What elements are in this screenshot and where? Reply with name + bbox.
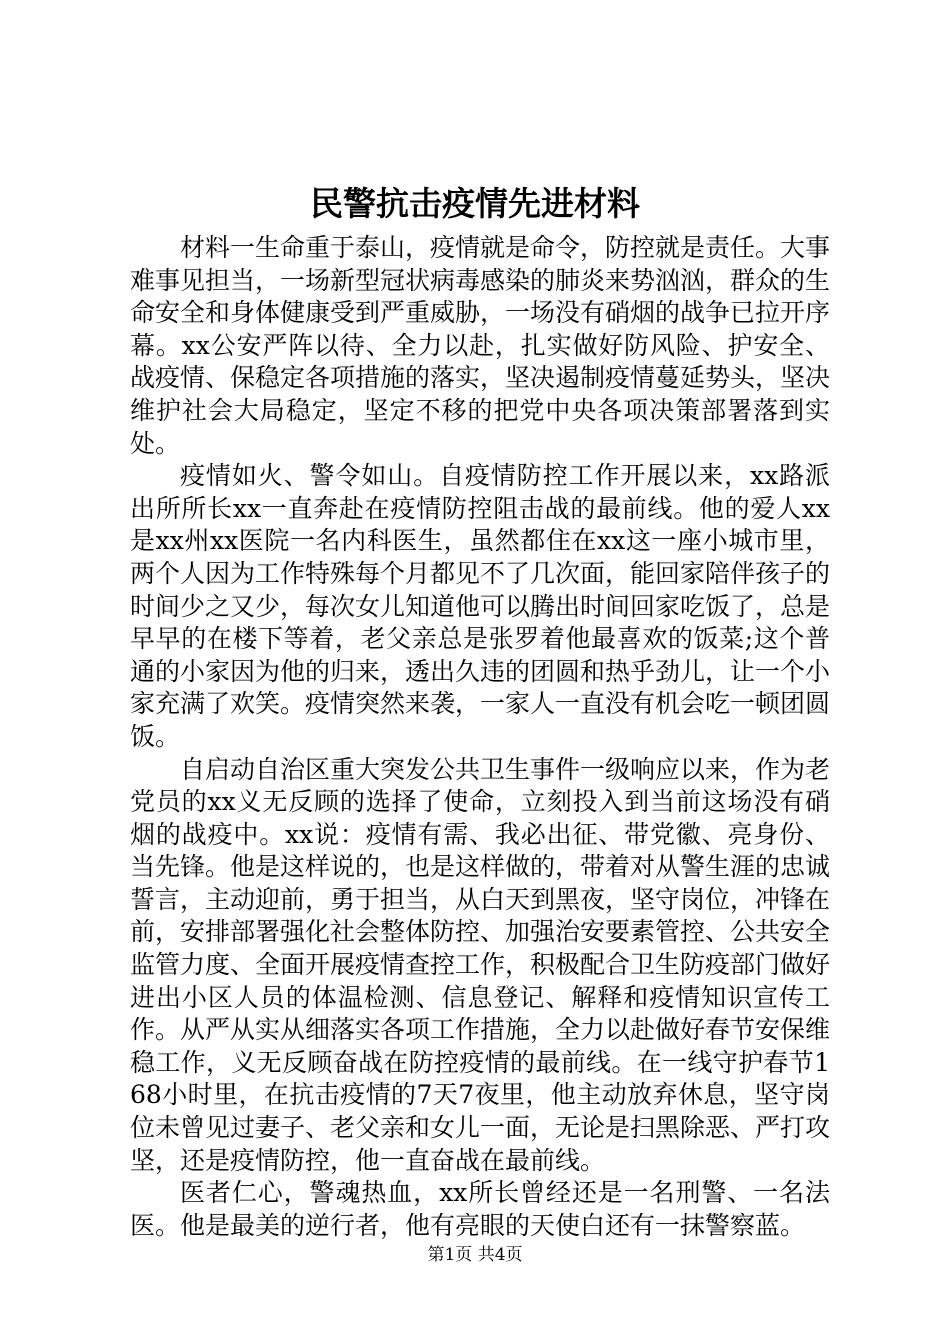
paragraph-2: 疫情如火、警令如山。自疫情防控工作开展以来，xx路派出所所长xx一直奔赴在疫情防控阻击战的最前线。他的爱人xx是xx州xx医院一名内科医生，虽然都住在xx这一座小城市里，两个人因为工作特殊每个月都见不了几次面，能回家陪伴孩子的时间少之又少，每次女儿知道他可以腾出时间回家吃饭了，总是早早的在楼下等着，老父亲总是张罗着他最喜欢的饭菜;这个普通的小家因为他的归来，透出久违的团圆和热乎劲儿，让一个小家充满了欢笑。疫情突然来袭，一家人一直没有机会吃一顿团圆饭。 [130, 461, 831, 751]
paragraph-4: 医者仁心，警魂热血，xx所长曾经还是一名刑警、一名法医。他是最美的逆行者，他有亮眼的天使白还有一抹警察蓝。 [130, 1178, 830, 1240]
document-body [130, 232, 830, 1242]
paragraph-1: 材料一生命重于泰山，疫情就是命令，防控就是责任。大事难事见担当，一场新型冠状病毒感染的肺炎来势汹汹，群众的生命安全和身体健康受到严重威胁，一场没有硝烟的战争已拉开序幕。xx公安严阵以待、全力以赴，扎实做好防风险、护安全、战疫情、保稳定各项措施的落实，坚决遏制疫情蔓延势头，坚决维护社会大局稳定，坚定不移的把党中央各项决策部署落到实处。 [130, 233, 831, 458]
paragraph-3: 自启动自治区重大突发公共卫生事件一级响应以来，作为老党员的xx义无反顾的选择了使命，立刻投入到当前这场没有硝烟的战疫中。xx说：疫情有需、我必出征、带党徽、亮身份、当先锋。他是这样说的，也是这样做的，带着对从警生涯的忠诚誓言，主动迎前，勇于担当，从白天到黑夜，坚守岗位，冲锋在前，安排部署强化社会整体防控、加强治安要素管控、公共安全监管力度、全面开展疫情查控工作，积极配合卫生防疫部门做好进出小区人员的体温检测、信息登记、解释和疫情知识宣传工作。从严从实从细落实各项工作措施，全力以赴做好春节安保维稳工作，义无反顾奋战在防控疫情的最前线。在一线守护春节168小时里，在抗击疫情的7天7夜里，他主动放弃休息，坚守岗位未曾见过妻子、老父亲和女儿一面，无论是扫黑除恶、严打攻坚，还是疫情防控，他一直奋战在最前线。 [130, 754, 831, 1175]
document-title: 民警抗击疫情先进材料 [310, 184, 640, 223]
page-number-footer: 第1页 共4页 [427, 1245, 523, 1265]
